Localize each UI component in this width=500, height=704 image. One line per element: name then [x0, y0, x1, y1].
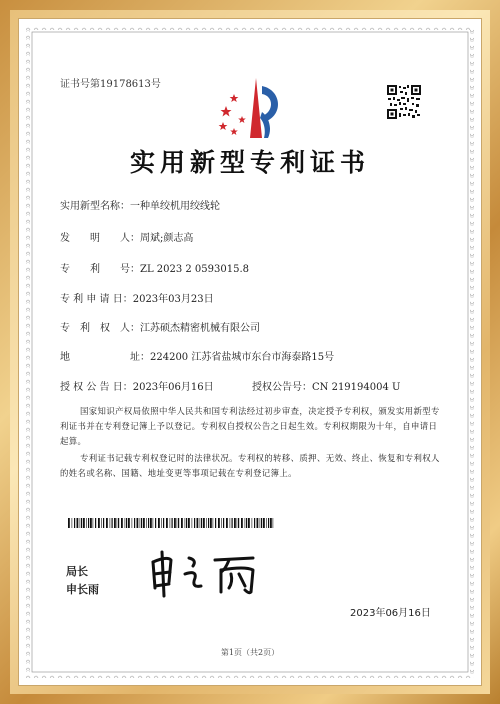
cnipa-emblem-icon: [212, 72, 288, 144]
filing-date-label: 专 利 申 请 日：: [60, 294, 133, 305]
handwritten-signature: [145, 548, 285, 598]
utility-model-name-row: [60, 197, 220, 212]
announcement-number-row: [252, 378, 400, 393]
patentee-row: [60, 319, 260, 334]
patentee-label: 专 利 权 人：: [60, 323, 140, 334]
announcement-date-row: [60, 378, 214, 393]
announcement-date-value: 2023年06月16日: [132, 382, 214, 393]
inventor-label: 发 明 人：: [60, 233, 140, 244]
address-label: 地 址：: [60, 352, 150, 363]
filing-date-row: [60, 290, 214, 305]
barcode: [68, 518, 276, 528]
utility-model-name-label: 实用新型名称：: [60, 201, 130, 212]
inventor-row: [60, 229, 193, 244]
page-number: 第1页（共2页）: [220, 648, 280, 657]
patentee-value: 江苏硕杰精密机械有限公司: [140, 323, 260, 334]
issue-date: 2023年06月16日: [350, 608, 431, 619]
director-name-label: 申长雨: [66, 583, 99, 596]
patent-number-row: [60, 260, 249, 275]
certificate-title: 实用新型专利证书: [129, 148, 370, 177]
inventor-value: 周斌;颜志高: [140, 233, 194, 244]
utility-model-name-value: 一种单绞机用绞线轮: [130, 201, 220, 212]
legal-paragraph-2: 专利证书记载专利权登记时的法律状况。专利权的转移、质押、无效、终止、恢复和专利权人的姓名或名称、国籍、地址变更等事项记载在专利登记簿上。: [60, 453, 440, 478]
announcement-date-label: 授 权 公 告 日：: [60, 382, 133, 393]
patent-number-label: 专 利 号：: [60, 264, 140, 275]
certificate-number: 证书号第19178613号: [60, 79, 161, 90]
announcement-number-value: CN 219194004 U: [312, 382, 401, 393]
legal-paragraph-1: 国家知识产权局依照中华人民共和国专利法经过初步审查，决定授予专利权，颁发实用新型专利证书并在专利登记簿上予以登记。专利权自授权公告之日起生效。专利权期限为十年，自申请日起算。: [60, 406, 440, 446]
director-title-label: 局长: [66, 565, 88, 578]
announcement-number-label: 授权公告号：: [252, 382, 312, 393]
address-value: 224200 江苏省盐城市东台市海泰路15号: [150, 352, 335, 363]
patent-number-value: ZL 2023 2 0593015.8: [140, 264, 250, 275]
qr-code: [386, 84, 422, 120]
filing-date-value: 2023年03月23日: [132, 294, 214, 305]
address-row: [60, 348, 334, 363]
